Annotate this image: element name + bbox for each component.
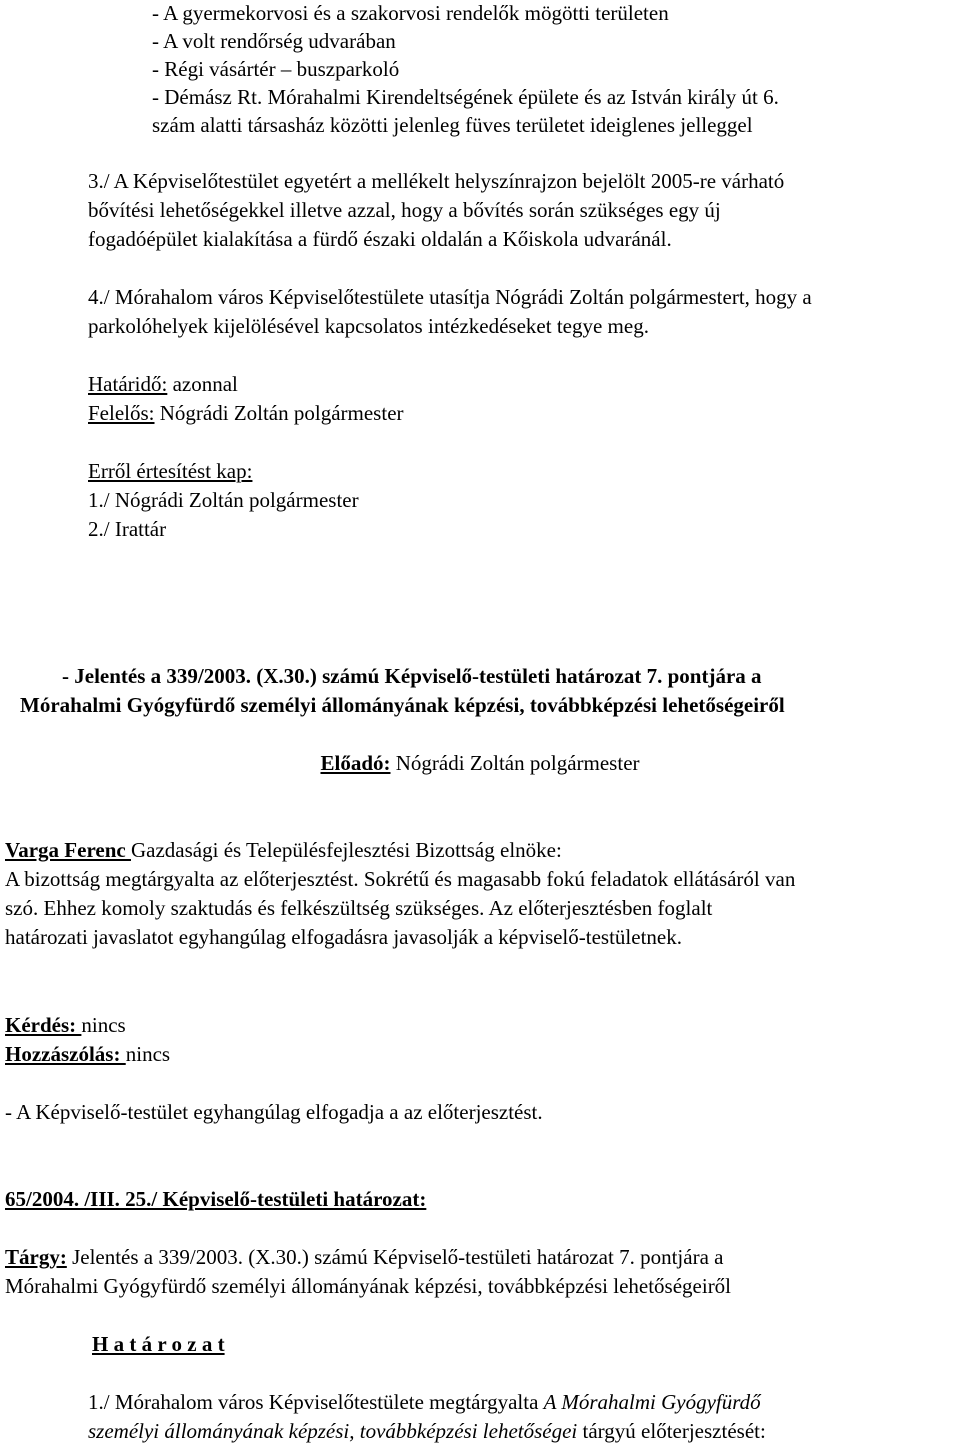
point-4-line: 4./ Mórahalom város Képviselőtestülete utasítja Nógrádi Zoltán polgármestert, hogy a [88, 285, 812, 309]
decision-title-italic: A Mórahalmi Gyógyfürdő [543, 1390, 761, 1414]
comment [5, 1040, 170, 1069]
point-3-line: 3./ A Képviselőtestület egyetért a mellékelt helyszínrajzon bejelölt 2005-re várható [88, 169, 785, 193]
subject-label: Tárgy: [5, 1245, 67, 1269]
notify-item: 2./ Irattár [88, 517, 167, 541]
hatarozat-heading: H a t á r o z a t [92, 1332, 225, 1356]
subject-line: Mórahalmi Gyógyfürdő személyi állományának képzési, továbbképzési lehetőségeiről [5, 1274, 732, 1298]
committee-chair-name: Varga Ferenc [5, 838, 131, 862]
list-item: - Régi vásártér – buszparkoló [152, 57, 400, 81]
committee-text: határozati javaslatot egyhangúlag elfogadásra javasolják a képviselő-testületnek. [5, 925, 682, 949]
agenda-item-title: - Jelentés a 339/2003. (X.30.) számú Képviselő-testületi határozat 7. pontjára a [62, 664, 762, 688]
deadline-label: Határidő: [88, 372, 168, 396]
presenter-value: Nógrádi Zoltán polgármester [390, 751, 640, 775]
vote-result: - A Képviselő-testület egyhangúlag elfogadja a az előterjesztést. [5, 1100, 543, 1124]
decision-line [88, 1417, 766, 1446]
committee-heading [5, 836, 562, 865]
subject-text: Jelentés a 339/2003. (X.30.) számú Képviselő-testületi határozat 7. pontjára a [66, 1245, 724, 1269]
decision-text: 1./ Mórahalom város Képviselőtestülete megtárgyalta [88, 1390, 544, 1414]
committee-role: Gazdasági és Településfejlesztési Bizottság elnöke: [130, 838, 562, 862]
comment-value: nincs [125, 1042, 171, 1066]
responsible-label: Felelős: [88, 401, 155, 425]
decision-text: tárgyú előterjesztését: [577, 1419, 766, 1443]
subject-line [5, 1243, 956, 1272]
list-item: - A volt rendőrség udvarában [152, 29, 396, 53]
notify-label: Erről értesítést kap: [88, 459, 253, 483]
decision-line [88, 1388, 956, 1417]
point-3-line: fogadóépület kialakítása a fürdő északi oldalán a Kőiskola udvaránál. [88, 227, 672, 251]
list-item: szám alatti társasház közötti jelenleg füves területet ideiglenes jelleggel [152, 113, 753, 137]
deadline-value: azonnal [167, 372, 238, 396]
presenter [0, 749, 960, 778]
committee-text: A bizottság megtárgyalta az előterjesztést. Sokrétű és magasabb fokú feladatok ellátásáról van [5, 867, 796, 891]
point-4-line: parkolóhelyek kijelölésével kapcsolatos intézkedéseket tegye meg. [88, 314, 649, 338]
question [5, 1011, 126, 1040]
notify-item: 1./ Nógrádi Zoltán polgármester [88, 488, 359, 512]
responsible-value: Nógrádi Zoltán polgármester [154, 401, 404, 425]
list-item: - A gyermekorvosi és a szakorvosi rendelők mögötti területen [152, 1, 669, 25]
question-value: nincs [81, 1013, 126, 1037]
presenter-label: Előadó: [320, 751, 391, 775]
committee-text: szó. Ehhez komoly szaktudás és felkészültség szükséges. Az előterjesztésben foglalt [5, 896, 713, 920]
agenda-item-title: Mórahalmi Gyógyfürdő személyi állományának képzési, továbbképzési lehetőségeiről [20, 693, 785, 717]
deadline [88, 370, 238, 399]
responsible [88, 399, 404, 428]
resolution-title: 65/2004. /III. 25./ Képviselő-testületi határozat: [5, 1187, 427, 1211]
list-item: - Démász Rt. Mórahalmi Kirendeltségének épülete és az István király út 6. [152, 85, 779, 109]
decision-title-italic: személyi állományának képzési, továbbképzési lehetőségei [88, 1419, 578, 1443]
point-3-line: bővítési lehetőségekkel illetve azzal, hogy a bővítés során szükséges egy új [88, 198, 721, 222]
comment-label: Hozzászólás: [5, 1042, 126, 1066]
question-label: Kérdés: [5, 1013, 82, 1037]
